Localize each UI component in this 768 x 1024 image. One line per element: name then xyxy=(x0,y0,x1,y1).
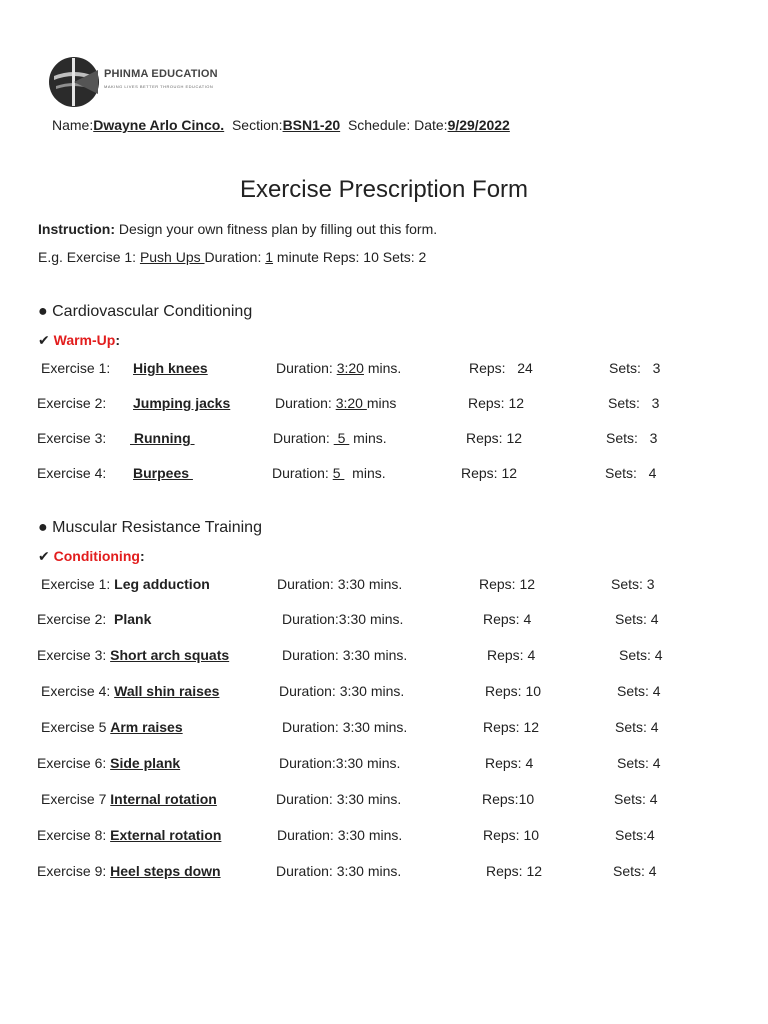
cardio-row-duration: Duration: 5 mins. xyxy=(272,465,386,481)
muscular-row-sets: Sets: 4 xyxy=(615,611,659,627)
muscular-row-sets: Sets: 4 xyxy=(614,791,658,807)
cardio-row-name: Jumping jacks xyxy=(133,395,231,411)
muscular-row-reps: Reps: 4 xyxy=(487,647,536,663)
date-value: 9/29/2022 xyxy=(447,117,510,133)
section-label: Section: xyxy=(231,117,283,133)
cardio-row-reps: Reps: 24 xyxy=(469,360,533,376)
example-prefix: E.g. Exercise 1: xyxy=(38,249,140,265)
muscular-row-duration: Duration: 3:30 mins. xyxy=(276,863,402,879)
page-title: Exercise Prescription Form xyxy=(239,176,529,203)
muscular-row-sets: Sets: 4 xyxy=(617,755,661,771)
example-line xyxy=(38,249,426,265)
cardio-row-name: High knees xyxy=(133,360,208,376)
muscular-row: Exercise 7 Internal rotation xyxy=(41,791,217,807)
example-exercise: Push Ups xyxy=(139,249,205,265)
conditioning-subheading xyxy=(38,548,145,565)
muscular-row: Exercise 9: Heel steps down xyxy=(37,863,221,879)
muscular-row: Exercise 3: Short arch squats xyxy=(37,647,230,663)
muscular-row-duration: Duration: 3:30 mins. xyxy=(282,719,408,735)
conditioning-label: Conditioning xyxy=(53,548,140,564)
muscular-row-sets: Sets: 4 xyxy=(617,683,661,699)
instruction-text: Design your own fitness plan by filling out this form. xyxy=(115,221,438,237)
cardio-row-name: Burpees xyxy=(133,465,193,481)
example-rest: minute Reps: 10 Sets: 2 xyxy=(273,249,427,265)
muscular-row-reps: Reps:10 xyxy=(482,791,535,807)
cardio-row-ex: Exercise 4: xyxy=(37,465,107,481)
muscular-row: Exercise 5 Arm raises xyxy=(41,719,183,735)
name-value: Dwayne Arlo Cinco. xyxy=(93,117,225,133)
muscular-row-reps: Reps: 12 xyxy=(486,863,543,879)
muscular-row-duration: Duration:3:30 mins. xyxy=(282,611,404,627)
section-value: BSN1-20 xyxy=(282,117,341,133)
schedule-label: Schedule: Date: xyxy=(347,117,448,133)
cardio-row-duration: Duration: 3:20 mins xyxy=(275,395,397,411)
cardio-row-sets: Sets: 4 xyxy=(605,465,657,481)
phinma-logo xyxy=(48,56,228,108)
warmup-label: Warm-Up xyxy=(53,332,116,348)
cardio-row-duration: Duration: 3:20 mins. xyxy=(276,360,402,376)
cardio-row-name: Running xyxy=(130,430,195,446)
muscular-row-sets: Sets: 3 xyxy=(611,576,655,592)
muscular-row-reps: Reps: 10 xyxy=(485,683,542,699)
cardio-row-sets: Sets: 3 xyxy=(606,430,658,446)
muscular-row: Exercise 4: Wall shin raises xyxy=(41,683,220,699)
cardio-row-reps: Reps: 12 xyxy=(461,465,518,481)
cardio-row-duration: Duration: 5 mins. xyxy=(273,430,387,446)
muscular-row-sets: Sets:4 xyxy=(615,827,655,843)
muscular-row: Exercise 8: External rotation xyxy=(37,827,222,843)
muscular-row: Exercise 6: Side plank xyxy=(37,755,181,771)
check-icon: ✔ xyxy=(38,332,50,348)
student-info-line xyxy=(52,117,510,133)
example-duration-value: 1 xyxy=(265,249,274,265)
cardio-row-sets: Sets: 3 xyxy=(609,360,661,376)
cardio-row-ex: Exercise 2: xyxy=(37,395,107,411)
muscular-row-reps: Reps: 12 xyxy=(479,576,536,592)
instruction-line xyxy=(38,221,437,237)
muscular-row: Exercise 1: Leg adduction xyxy=(41,576,210,592)
logo-org-name: PHINMA EDUCATION xyxy=(104,68,218,80)
example-duration-label: Duration: xyxy=(204,249,266,265)
muscular-heading: ● Muscular Resistance Training xyxy=(38,519,262,536)
muscular-row-reps: Reps: 4 xyxy=(485,755,534,771)
muscular-row-reps: Reps: 12 xyxy=(483,719,540,735)
cardio-heading: ● Cardiovascular Conditioning xyxy=(38,303,253,320)
muscular-row: Exercise 2: Plank xyxy=(37,611,152,627)
cardio-row-ex: Exercise 3: xyxy=(37,430,107,446)
muscular-row-sets: Sets: 4 xyxy=(619,647,663,663)
muscular-row-duration: Duration:3:30 mins. xyxy=(279,755,401,771)
check-icon: ✔ xyxy=(38,548,50,564)
warmup-colon: : xyxy=(115,332,120,348)
warmup-subheading xyxy=(38,332,120,349)
muscular-row-reps: Reps: 10 xyxy=(483,827,540,843)
conditioning-colon: : xyxy=(139,548,145,564)
muscular-row-reps: Reps: 4 xyxy=(483,611,532,627)
cardio-row-reps: Reps: 12 xyxy=(466,430,523,446)
cardio-row-ex: Exercise 1: xyxy=(41,360,111,376)
logo-tagline: MAKING LIVES BETTER THROUGH EDUCATION xyxy=(104,84,214,89)
muscular-row-sets: Sets: 4 xyxy=(613,863,657,879)
muscular-row-duration: Duration: 3:30 mins. xyxy=(282,647,408,663)
muscular-row-sets: Sets: 4 xyxy=(615,719,659,735)
muscular-row-duration: Duration: 3:30 mins. xyxy=(279,683,405,699)
cardio-row-sets: Sets: 3 xyxy=(608,395,660,411)
muscular-row-duration: Duration: 3:30 mins. xyxy=(277,827,403,843)
muscular-row-duration: Duration: 3:30 mins. xyxy=(276,791,402,807)
cardio-row-reps: Reps: 12 xyxy=(468,395,525,411)
name-label: Name: xyxy=(52,117,94,133)
muscular-row-duration: Duration: 3:30 mins. xyxy=(277,576,403,592)
instruction-label: Instruction: xyxy=(38,221,115,237)
